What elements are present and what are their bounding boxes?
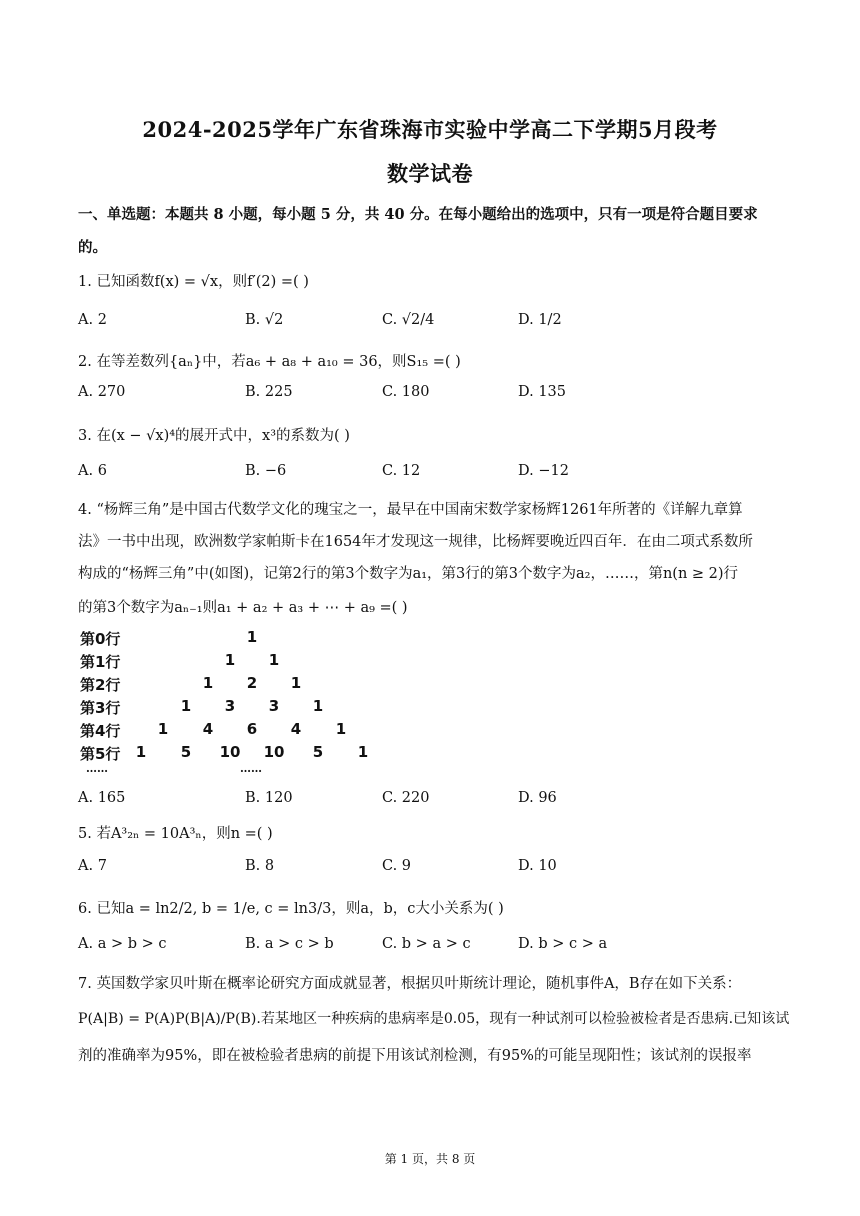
question-1-stem: 1. 已知函数f(x) = √x，则f′(2) =( ) [78,274,309,290]
question-7-stem-line3: 剂的准确率为95%，即在被检验者患病的前提下用该试剂检测，有95%的可能呈现阳性；该试剂的误报率 [78,1048,752,1064]
question-7-stem-line1: 7. 英国数学家贝叶斯在概率论研究方面成就显著，根据贝叶斯统计理论，随机事件A，B存在如下关系： [78,976,742,992]
triangle-row-label: 第2行 [80,676,121,694]
question-4-option-d: D. 96 [518,790,557,806]
exam-title: 2024-2025学年广东省珠海市实验中学高二下学期5月段考 [142,117,718,142]
question-1-option-c: C. √2/4 [382,312,435,328]
question-5-stem: 5. 若A³₂ₙ = 10A³ₙ，则n =( ) [78,826,273,842]
section-heading-line1: 一、单选题：本题共 8 小题，每小题 5 分，共 40 分。在每小题给出的选项中，只有一项是符合题目要求 [78,206,758,223]
question-1-option-b: B. √2 [245,312,284,328]
question-5-option-c: C. 9 [382,858,412,874]
question-5-option-d: D. 10 [518,858,557,874]
question-5-option-b: B. 8 [245,858,275,874]
question-4-stem-line3: 构成的“杨辉三角”中(如图)，记第2行的第3个数字为a₁，第3行的第3个数字为a₂，……，第n(n ≥ 2)行 [78,566,739,582]
question-6-option-a: A. a > b > c [78,936,167,952]
question-5-option-a: A. 7 [78,858,107,874]
triangle-number: 4 [202,720,214,738]
question-6-option-c: C. b > a > c [382,936,471,952]
triangle-number: 5 [312,743,324,761]
question-4-stem-line2: 法》一书中出现，欧洲数学家帕斯卡在1654年才发现这一规律，比杨辉要晚近四百年．在由二项式系数所 [78,534,753,550]
triangle-number: 1 [135,743,147,761]
triangle-number: 10 [219,743,241,761]
triangle-number: 1 [180,697,192,715]
triangle-number: 1 [335,720,347,738]
question-3-option-b: B. −6 [245,463,287,479]
question-3-option-a: A. 6 [78,463,107,479]
question-6-option-b: B. a > c > b [245,936,334,952]
triangle-number: 1 [312,697,324,715]
triangle-number: 4 [290,720,302,738]
question-3-stem: 3. 在(x − √x)⁴的展开式中，x³的系数为( ) [78,428,350,444]
triangle-number: 3 [224,697,236,715]
question-2-option-c: C. 180 [382,384,430,400]
question-1-option-a: A. 2 [78,312,107,328]
triangle-number: 1 [357,743,369,761]
question-4-option-c: C. 220 [382,790,430,806]
triangle-number: 1 [290,674,302,692]
question-4-option-a: A. 165 [78,790,126,806]
question-1-option-d: D. 1/2 [518,312,562,328]
triangle-number: 1 [224,651,236,669]
page-footer: 第 1 页，共 8 页 [384,1152,476,1166]
question-4-stem-line1: 4. “杨辉三角”是中国古代数学文化的瑰宝之一，最早在中国南宋数学家杨辉1261年所著的《详解九章算 [78,502,743,518]
triangle-row-label: 第3行 [80,699,121,717]
triangle-number: 1 [157,720,169,738]
question-2-stem: 2. 在等差数列{aₙ}中，若a₆ + a₈ + a₁₀ = 36，则S₁₅ =( ) [78,354,461,370]
triangle-number: 10 [263,743,285,761]
triangle-row-label: 第1行 [80,653,121,671]
question-4-option-b: B. 120 [245,790,293,806]
triangle-number: 3 [268,697,280,715]
triangle-number: 6 [246,720,258,738]
question-2-option-b: B. 225 [245,384,293,400]
question-3-option-c: C. 12 [382,463,421,479]
triangle-ellipsis-center: …… [240,762,262,775]
question-6-option-d: D. b > c > a [518,936,608,952]
triangle-number: 1 [246,628,258,646]
triangle-ellipsis-left: …… [86,762,108,775]
question-2-option-a: A. 270 [78,384,126,400]
triangle-row-label: 第5行 [80,745,121,763]
question-7-stem-line2: P(A|B) = P(A)P(B|A)/P(B).若某地区一种疾病的患病率是0.05，现有一种试剂可以检验被检者是否患病.已知该试 [78,1011,790,1027]
question-3-option-d: D. −12 [518,463,569,479]
triangle-number: 2 [246,674,258,692]
triangle-number: 1 [268,651,280,669]
question-2-option-d: D. 135 [518,384,567,400]
triangle-number: 1 [202,674,214,692]
question-6-stem: 6. 已知a = ln2/2, b = 1/e, c = ln3/3，则a，b，c大小关系为( ) [78,901,504,917]
exam-subtitle: 数学试卷 [387,161,473,186]
section-heading-line2: 的。 [78,239,107,256]
question-4-stem-line4: 的第3个数字为aₙ₋₁则a₁ + a₂ + a₃ + ⋯ + a₉ =( ) [78,600,408,616]
triangle-row-label: 第4行 [80,722,121,740]
triangle-number: 5 [180,743,192,761]
triangle-row-label: 第0行 [80,630,121,648]
